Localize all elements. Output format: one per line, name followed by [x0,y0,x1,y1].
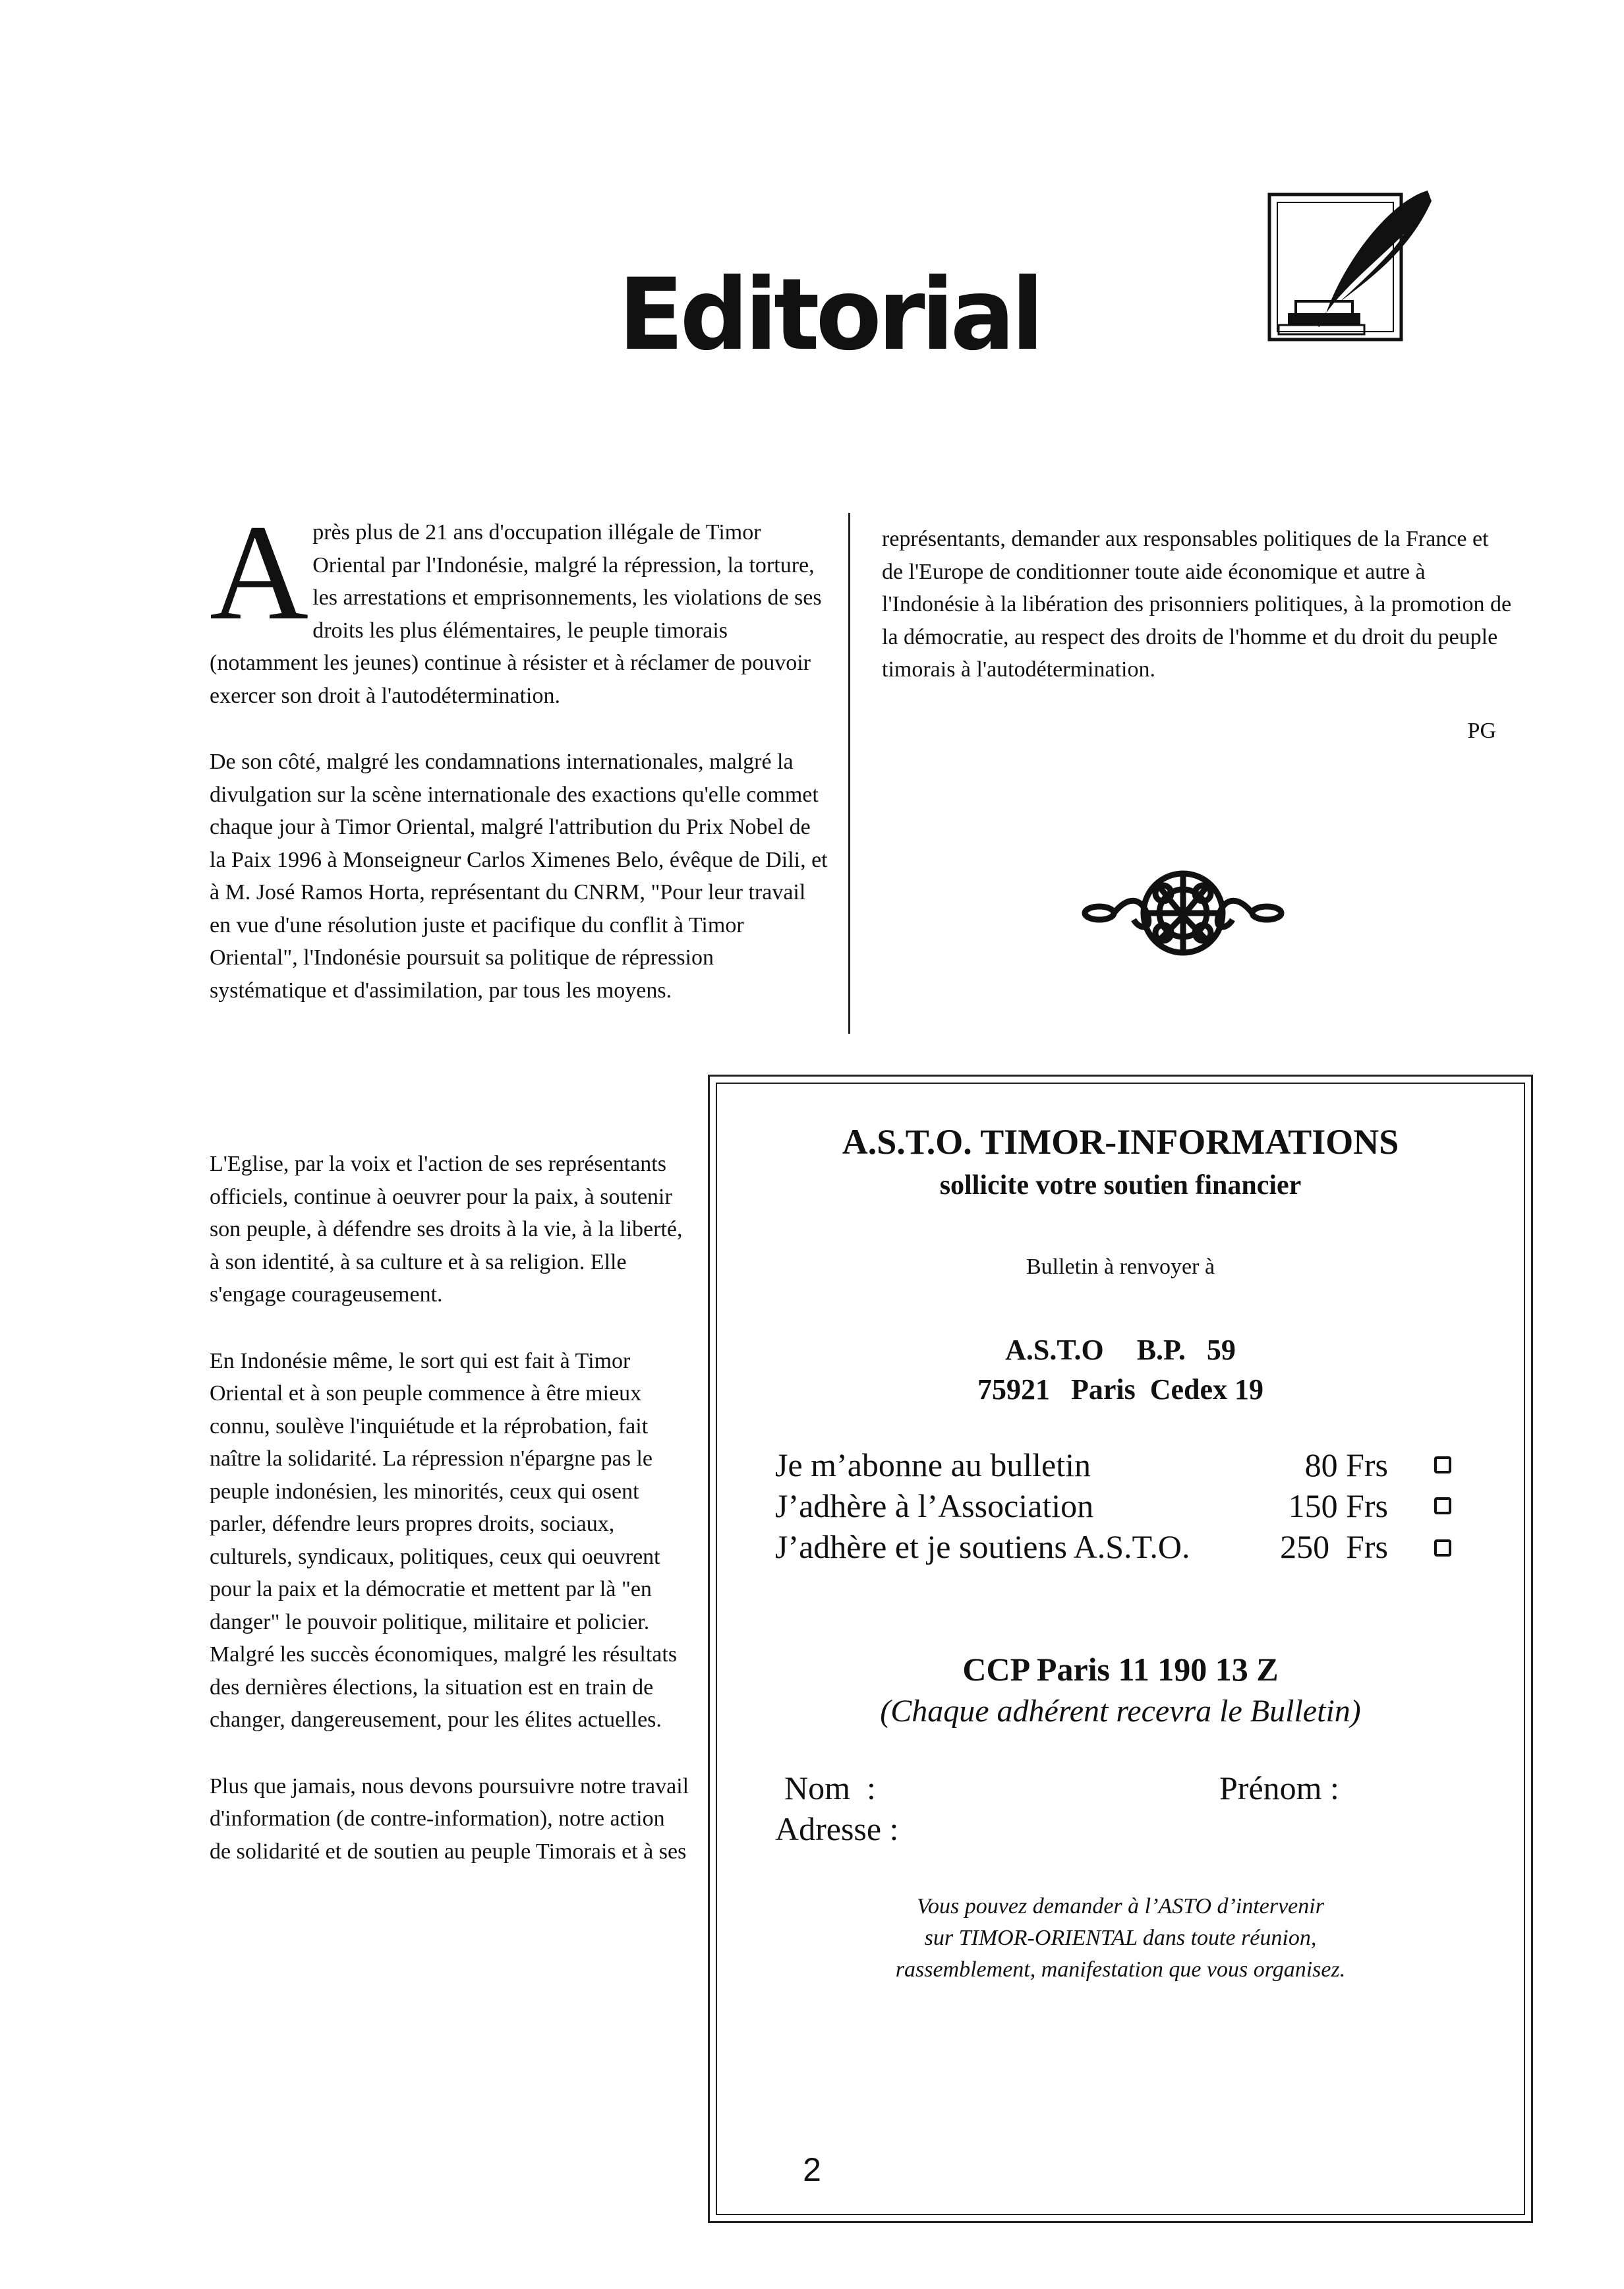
box-address-line-2 [716,1371,1525,1408]
option-support [775,1527,1467,1566]
drop-cap: A [210,496,309,648]
article-paragraph-6: représentants, demander aux responsables politiques de la France et de l'Europe de conditionner toute aide économique et autre à l'Indonésie à la libération des prisonniers politiques, à la promotion de la démocratie, au respect des droits de l'homme et du droit du peuple timorais à l'autodétermination. [882,527,1512,682]
box-return-line: Bulletin à renvoyer à [1026,1255,1215,1279]
page-number: 2 [803,2151,821,2188]
note-line-2: sur TIMOR-ORIENTAL dans toute réunion, [924,1926,1317,1950]
box-org-name: A.S.T.O. TIMOR-INFORMATIONS [842,1122,1399,1162]
option-subscribe [775,1445,1467,1485]
option-label: J’adhère et je soutiens A.S.T.O. [775,1528,1190,1565]
option-price: 80 Frs [1304,1446,1388,1483]
note-line-3: rassemblement, manifestation que vous organisez. [895,1957,1346,1982]
address-postcode: 75921 [977,1373,1050,1406]
support-checkbox[interactable] [1434,1539,1451,1557]
ccp-note: (Chaque adhérent recevra le Bulletin) [880,1694,1361,1729]
join-checkbox[interactable] [1434,1497,1451,1514]
decorative-ornament-icon [1081,857,1285,969]
note-line-1: Vous pouvez demander à l’ASTO d’intervenir [917,1894,1324,1918]
column-divider [848,513,850,1034]
address-bp-number: 59 [1206,1334,1236,1366]
address-org: A.S.T.O [1005,1334,1104,1366]
signature: PG [1467,719,1496,743]
article-paragraph-3: L'Eglise, par la voix et l'action de ses représentants officiels, continue à oeuvrer pour la paix, à soutenir son peuple, à défendre ses droits à la vie, à la liberté, à son identité, à sa culture et à sa religion. Elle s'engage courageusement. [210,1152,683,1307]
article-column-left [210,496,829,1007]
address-bp: B.P. [1136,1334,1186,1366]
option-price: 150 Frs [1288,1487,1388,1524]
article-paragraph-4: En Indonésie même, le sort qui est fait à Timor Oriental et à son peuple commence à être mieux connu, soulève l'inquiétude et la réprobation, fait naître la solidarité. La répression n'épargne pas le peuple indonésien, les minorités, ceux qui osent parler, défendre leurs propres droits, sociaux, culturels, syndicaux, politiques, ceux qui oeuvrent pour la paix et la démocratie et mettent par là "en danger" le pouvoir politique, militaire et policier. Malgré les succès économiques, malgré les résultats des dernières élections, la situation est en train de changer, dangereusement, pour les élites actuelles. [210,1348,678,1732]
article-column-left-lower [210,1148,691,1868]
quill-inkwell-icon [1265,188,1437,359]
box-tagline: sollicite votre soutien financier [939,1170,1302,1201]
article-paragraph-2: De son côté, malgré les condamnations internationales, malgré la divulgation sur la scène internationale des exactions qu'elle commet chaque jour à Timor Oriental, malgré l'attribution du Prix Nobel de la Paix 1996 à Monseigneur Carlos Ximenes Belo, évêque de Dili, et à M. José Ramos Horta, représentant du CNRM, "Pour leur travail en vue d'une résolution juste et pacifique du conflit à Timor Oriental", l'Indonésie poursuit sa politique de répression systématique et d'assimilation, par tous les moyens. [210,750,828,1003]
paragraph-text: près plus de 21 ans d'occupation illégale de Timor Oriental par l'Indonésie, malgré la répression, la torture, les arrestations et emprisonnements, les violations de ses droits les plus élémentaires, le peuple timorais (notamment les jeunes) continue à résister et à réclamer de pouvoir exercer son droit à l'autodétermination. [210,520,822,708]
page-title: Editorial [618,258,1041,372]
option-join [775,1486,1467,1526]
name-label: Nom : [784,1769,876,1806]
article-paragraph-1 [210,496,829,712]
option-price: 250 Frs [1280,1528,1388,1565]
article-paragraph-5: Plus que jamais, nous devons poursuivre notre travail d'information (de contre-information), notre action de solidarité et de soutien au peuple Timorais et à ses [210,1773,689,1864]
article-column-right [882,523,1515,686]
option-label: Je m’abonne au bulletin [775,1446,1091,1483]
address-label: Adresse : [775,1810,899,1847]
subscribe-checkbox[interactable] [1434,1456,1451,1473]
intervention-note [716,1891,1525,1986]
ccp-number: CCP Paris 11 190 13 Z [962,1651,1279,1688]
box-address-line-1 [716,1332,1525,1369]
option-label: J’adhère à l’Association [775,1487,1094,1524]
firstname-label: Prénom : [1219,1769,1339,1806]
address-city: Paris [1070,1373,1136,1406]
address-cedex: Cedex 19 [1149,1373,1264,1406]
